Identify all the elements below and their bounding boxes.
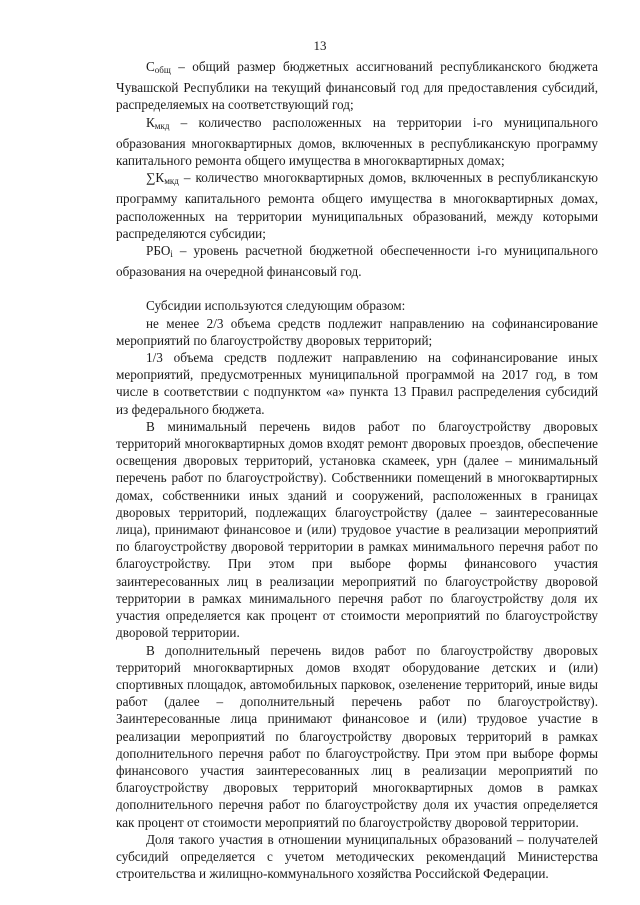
paragraph-gap (116, 280, 598, 297)
definition-subscript: общ (154, 65, 171, 75)
paragraph-two-thirds: не менее 2/3 объема средств подлежит направлению на софинансирование мероприятий по благоустройству дворовых территорий; (116, 315, 598, 348)
sum-symbol: ∑ (146, 170, 156, 186)
document-body (116, 58, 598, 882)
definition-sum-k-mkd (116, 169, 598, 242)
definition-symbol: С (146, 59, 155, 74)
definition-text: – общий размер бюджетных ассигнований республиканского бюджета Чувашской Республики на текущий финансовый год для предоставления субсидий, распределяемых на соответствующий год; (116, 59, 598, 113)
definition-symbol: К (146, 114, 155, 130)
definition-k-mkd (116, 114, 598, 170)
definition-subscript: i (170, 249, 173, 260)
definition-text: – уровень расчетной бюджетной обеспеченности i-го муниципального образования на очередной финансовый год. (116, 243, 598, 280)
definition-symbol: РБО (146, 243, 171, 259)
paragraph-participation-share: Доля такого участия в отношении муниципальных образований – получателей субсидий определяется с учетом методических рекомендаций Министерства строительства и жилищно-коммунального хозяйства Российской Федерации. (116, 831, 598, 882)
definition-rbo (116, 242, 598, 280)
paragraph-minimal-list: В минимальный перечень видов работ по благоустройству дворовых территорий многоквартирных домов входят ремонт дворовых проездов, обеспечение освещения дворовых территорий, установка скамеек, урн (далее – минимальный перечень работ по благоустройству). Собственники помещений в многоквартирных домах, собственники иных зданий и сооружений, расположенных в границах дворовых территорий, подлежащих благоустройству (далее – заинтересованные лица), принимают финансовое и (или) трудовое участие в реализации мероприятий по благоустройству дворовой территории в рамках минимального перечня работ по благоустройству. При этом при выборе формы финансового участия заинтересованных лиц в реализации мероприятий по благоустройству дворовой территории в рамках минимального перечня работ по благоустройству доля их участия определяется как процент от стоимости мероприятий по благоустройству дворовой территории. (116, 418, 598, 641)
definition-symbol: К (155, 170, 165, 186)
paragraph-subsidies-intro: Субсидии используются следующим образом: (146, 298, 406, 314)
page-number: 13 (313, 38, 327, 53)
definition-c-obsh (116, 58, 598, 114)
definition-subscript: мкд (154, 120, 170, 131)
definition-text: – количество расположенных на территории i-го муниципального образования многоквартирных домов, включенных в республиканскую программу капитального ремонта общего имущества в многоквартирных домах; (116, 114, 598, 169)
paragraph-one-third: 1/3 объема средств подлежит направлению на софинансирование иных мероприятий, предусмотренных муниципальной программой на 2017 год, в том числе в соответствии с подпунктом «а» пункта 13 Правил распределения субсидий из федерального бюджета. (116, 350, 598, 417)
definition-subscript: мкд (164, 176, 179, 187)
definition-text: – количество многоквартирных домов, включенных в республиканскую программу капитального ремонта общего имущества в многоквартирных домах, расположенных на территории муниципальных образований, между которыми распределяются субсидии; (116, 170, 598, 241)
paragraph-additional-list: В дополнительный перечень видов работ по благоустройству дворовых территорий многоквартирных домов входят оборудование детских и (или) спортивных площадок, автомобильных парковок, озеленение территорий, иные виды работ (далее – дополнительный перечень работ по благоустройству). Заинтересованные лица принимают финансовое и (или) трудовое участие в реализации мероприятий по благоустройству дворовых территорий в рамках дополнительного перечня работ по благоустройству. При этом при выборе формы финансового участия заинтересованных лиц в реализации мероприятий по благоустройству дворовых территорий многоквартирных домов в рамках дополнительного перечня работ по благоустройству доля их участия определяется как процент от стоимости мероприятий по благоустройству дворовой территории. (116, 642, 598, 830)
